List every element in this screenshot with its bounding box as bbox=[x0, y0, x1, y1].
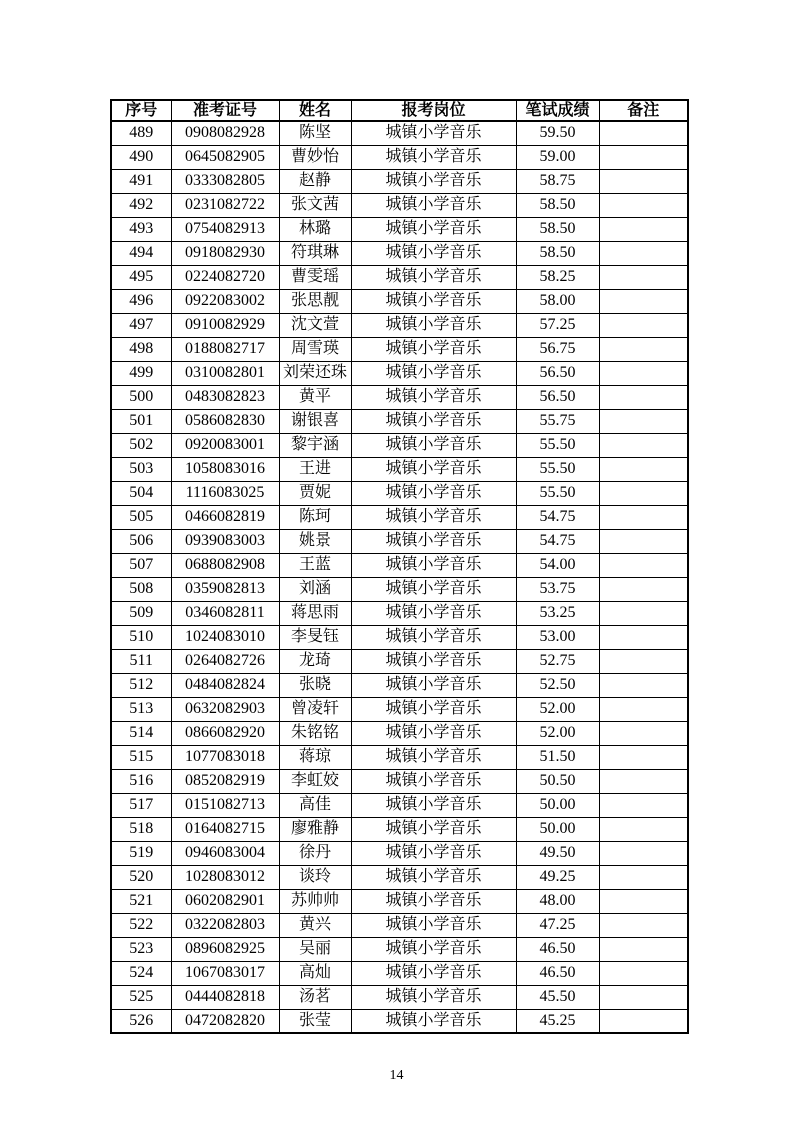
cell-score: 50.50 bbox=[516, 769, 599, 793]
cell-name: 汤茗 bbox=[279, 985, 351, 1009]
cell-name: 李虹姣 bbox=[279, 769, 351, 793]
cell-remark bbox=[599, 481, 688, 505]
cell-remark bbox=[599, 265, 688, 289]
cell-score: 52.00 bbox=[516, 721, 599, 745]
cell-remark bbox=[599, 577, 688, 601]
cell-score: 49.50 bbox=[516, 841, 599, 865]
table-row bbox=[111, 673, 688, 697]
table-row bbox=[111, 169, 688, 193]
cell-ticket-number: 0586082830 bbox=[171, 409, 279, 433]
cell-position: 城镇小学音乐 bbox=[351, 625, 516, 649]
cell-index: 489 bbox=[111, 121, 171, 145]
table-row bbox=[111, 625, 688, 649]
cell-score: 49.25 bbox=[516, 865, 599, 889]
cell-position: 城镇小学音乐 bbox=[351, 961, 516, 985]
cell-remark bbox=[599, 169, 688, 193]
table-header bbox=[111, 100, 688, 121]
score-table bbox=[110, 99, 689, 1034]
cell-score: 58.00 bbox=[516, 289, 599, 313]
cell-ticket-number: 0852082919 bbox=[171, 769, 279, 793]
cell-position: 城镇小学音乐 bbox=[351, 265, 516, 289]
cell-score: 57.25 bbox=[516, 313, 599, 337]
cell-name: 廖雅静 bbox=[279, 817, 351, 841]
cell-score: 56.50 bbox=[516, 385, 599, 409]
cell-ticket-number: 0472082820 bbox=[171, 1009, 279, 1033]
table-row bbox=[111, 313, 688, 337]
table-row bbox=[111, 265, 688, 289]
cell-ticket-number: 0920083001 bbox=[171, 433, 279, 457]
cell-score: 54.00 bbox=[516, 553, 599, 577]
cell-position: 城镇小学音乐 bbox=[351, 649, 516, 673]
table-row bbox=[111, 481, 688, 505]
table-row bbox=[111, 577, 688, 601]
cell-position: 城镇小学音乐 bbox=[351, 385, 516, 409]
cell-index: 507 bbox=[111, 553, 171, 577]
cell-remark bbox=[599, 961, 688, 985]
cell-remark bbox=[599, 721, 688, 745]
cell-index: 519 bbox=[111, 841, 171, 865]
cell-remark bbox=[599, 601, 688, 625]
table-row bbox=[111, 217, 688, 241]
cell-remark bbox=[599, 817, 688, 841]
header-name: 姓名 bbox=[279, 100, 351, 121]
cell-position: 城镇小学音乐 bbox=[351, 985, 516, 1009]
cell-ticket-number: 0164082715 bbox=[171, 817, 279, 841]
cell-score: 58.25 bbox=[516, 265, 599, 289]
cell-remark bbox=[599, 937, 688, 961]
cell-index: 495 bbox=[111, 265, 171, 289]
cell-ticket-number: 0484082824 bbox=[171, 673, 279, 697]
cell-score: 53.25 bbox=[516, 601, 599, 625]
table-row bbox=[111, 697, 688, 721]
cell-name: 王进 bbox=[279, 457, 351, 481]
cell-ticket-number: 0151082713 bbox=[171, 793, 279, 817]
cell-name: 张文茜 bbox=[279, 193, 351, 217]
cell-position: 城镇小学音乐 bbox=[351, 457, 516, 481]
table-row bbox=[111, 457, 688, 481]
cell-name: 吴丽 bbox=[279, 937, 351, 961]
table-row bbox=[111, 865, 688, 889]
cell-name: 徐丹 bbox=[279, 841, 351, 865]
cell-name: 姚景 bbox=[279, 529, 351, 553]
cell-index: 497 bbox=[111, 313, 171, 337]
cell-ticket-number: 0908082928 bbox=[171, 121, 279, 145]
cell-index: 502 bbox=[111, 433, 171, 457]
cell-ticket-number: 0896082925 bbox=[171, 937, 279, 961]
cell-position: 城镇小学音乐 bbox=[351, 601, 516, 625]
cell-position: 城镇小学音乐 bbox=[351, 745, 516, 769]
cell-ticket-number: 0359082813 bbox=[171, 577, 279, 601]
cell-score: 45.25 bbox=[516, 1009, 599, 1033]
cell-index: 509 bbox=[111, 601, 171, 625]
cell-position: 城镇小学音乐 bbox=[351, 721, 516, 745]
table-row bbox=[111, 145, 688, 169]
cell-score: 58.50 bbox=[516, 193, 599, 217]
cell-score: 53.00 bbox=[516, 625, 599, 649]
table-row bbox=[111, 769, 688, 793]
cell-score: 52.00 bbox=[516, 697, 599, 721]
cell-name: 朱铭铭 bbox=[279, 721, 351, 745]
table-row bbox=[111, 241, 688, 265]
cell-index: 523 bbox=[111, 937, 171, 961]
cell-name: 苏帅帅 bbox=[279, 889, 351, 913]
table-row bbox=[111, 913, 688, 937]
cell-index: 505 bbox=[111, 505, 171, 529]
cell-score: 50.00 bbox=[516, 817, 599, 841]
cell-ticket-number: 1077083018 bbox=[171, 745, 279, 769]
cell-remark bbox=[599, 361, 688, 385]
cell-remark bbox=[599, 553, 688, 577]
cell-position: 城镇小学音乐 bbox=[351, 529, 516, 553]
cell-remark bbox=[599, 289, 688, 313]
cell-name: 林璐 bbox=[279, 217, 351, 241]
cell-index: 490 bbox=[111, 145, 171, 169]
cell-ticket-number: 0346082811 bbox=[171, 601, 279, 625]
cell-name: 赵静 bbox=[279, 169, 351, 193]
cell-ticket-number: 0466082819 bbox=[171, 505, 279, 529]
cell-remark bbox=[599, 745, 688, 769]
cell-score: 59.50 bbox=[516, 121, 599, 145]
cell-ticket-number: 0602082901 bbox=[171, 889, 279, 913]
cell-score: 59.00 bbox=[516, 145, 599, 169]
cell-position: 城镇小学音乐 bbox=[351, 841, 516, 865]
cell-index: 513 bbox=[111, 697, 171, 721]
cell-index: 508 bbox=[111, 577, 171, 601]
cell-index: 515 bbox=[111, 745, 171, 769]
cell-position: 城镇小学音乐 bbox=[351, 673, 516, 697]
cell-name: 黄平 bbox=[279, 385, 351, 409]
cell-remark bbox=[599, 313, 688, 337]
cell-position: 城镇小学音乐 bbox=[351, 817, 516, 841]
cell-ticket-number: 0333082805 bbox=[171, 169, 279, 193]
cell-index: 514 bbox=[111, 721, 171, 745]
cell-score: 54.75 bbox=[516, 505, 599, 529]
cell-ticket-number: 0264082726 bbox=[171, 649, 279, 673]
table-row bbox=[111, 553, 688, 577]
cell-name: 张莹 bbox=[279, 1009, 351, 1033]
cell-score: 50.00 bbox=[516, 793, 599, 817]
cell-ticket-number: 0939083003 bbox=[171, 529, 279, 553]
table-row bbox=[111, 193, 688, 217]
cell-name: 蒋琼 bbox=[279, 745, 351, 769]
cell-index: 524 bbox=[111, 961, 171, 985]
cell-position: 城镇小学音乐 bbox=[351, 361, 516, 385]
table-row bbox=[111, 721, 688, 745]
cell-name: 曹妙怡 bbox=[279, 145, 351, 169]
cell-index: 518 bbox=[111, 817, 171, 841]
cell-remark bbox=[599, 793, 688, 817]
cell-index: 520 bbox=[111, 865, 171, 889]
cell-name: 曾凌轩 bbox=[279, 697, 351, 721]
cell-index: 516 bbox=[111, 769, 171, 793]
cell-name: 黄兴 bbox=[279, 913, 351, 937]
cell-ticket-number: 1024083010 bbox=[171, 625, 279, 649]
cell-ticket-number: 0231082722 bbox=[171, 193, 279, 217]
cell-ticket-number: 1116083025 bbox=[171, 481, 279, 505]
cell-index: 506 bbox=[111, 529, 171, 553]
cell-score: 58.75 bbox=[516, 169, 599, 193]
cell-remark bbox=[599, 409, 688, 433]
cell-remark bbox=[599, 625, 688, 649]
cell-name: 蒋思雨 bbox=[279, 601, 351, 625]
header-ticket: 准考证号 bbox=[171, 100, 279, 121]
header-index: 序号 bbox=[111, 100, 171, 121]
cell-position: 城镇小学音乐 bbox=[351, 145, 516, 169]
cell-score: 48.00 bbox=[516, 889, 599, 913]
cell-name: 周雪瑛 bbox=[279, 337, 351, 361]
cell-score: 47.25 bbox=[516, 913, 599, 937]
cell-index: 491 bbox=[111, 169, 171, 193]
cell-ticket-number: 0922083002 bbox=[171, 289, 279, 313]
cell-remark bbox=[599, 121, 688, 145]
cell-score: 58.50 bbox=[516, 241, 599, 265]
cell-name: 贾妮 bbox=[279, 481, 351, 505]
cell-ticket-number: 0910082929 bbox=[171, 313, 279, 337]
table-row bbox=[111, 505, 688, 529]
cell-name: 沈文萱 bbox=[279, 313, 351, 337]
cell-name: 谈玲 bbox=[279, 865, 351, 889]
cell-name: 曹雯瑶 bbox=[279, 265, 351, 289]
table-row bbox=[111, 601, 688, 625]
cell-name: 刘荣还珠 bbox=[279, 361, 351, 385]
cell-index: 496 bbox=[111, 289, 171, 313]
cell-remark bbox=[599, 529, 688, 553]
cell-name: 谢银喜 bbox=[279, 409, 351, 433]
cell-score: 55.50 bbox=[516, 481, 599, 505]
table-row bbox=[111, 433, 688, 457]
cell-position: 城镇小学音乐 bbox=[351, 769, 516, 793]
table-row bbox=[111, 409, 688, 433]
cell-index: 522 bbox=[111, 913, 171, 937]
cell-ticket-number: 1067083017 bbox=[171, 961, 279, 985]
cell-index: 526 bbox=[111, 1009, 171, 1033]
cell-remark bbox=[599, 385, 688, 409]
cell-score: 54.75 bbox=[516, 529, 599, 553]
cell-index: 517 bbox=[111, 793, 171, 817]
table-row bbox=[111, 649, 688, 673]
cell-ticket-number: 0918082930 bbox=[171, 241, 279, 265]
cell-ticket-number: 0688082908 bbox=[171, 553, 279, 577]
cell-remark bbox=[599, 337, 688, 361]
cell-remark bbox=[599, 841, 688, 865]
cell-remark bbox=[599, 457, 688, 481]
cell-position: 城镇小学音乐 bbox=[351, 793, 516, 817]
cell-remark bbox=[599, 889, 688, 913]
cell-index: 492 bbox=[111, 193, 171, 217]
cell-score: 56.75 bbox=[516, 337, 599, 361]
cell-remark bbox=[599, 649, 688, 673]
cell-name: 张思靓 bbox=[279, 289, 351, 313]
cell-position: 城镇小学音乐 bbox=[351, 409, 516, 433]
cell-score: 55.50 bbox=[516, 433, 599, 457]
cell-ticket-number: 0310082801 bbox=[171, 361, 279, 385]
cell-score: 46.50 bbox=[516, 961, 599, 985]
cell-index: 501 bbox=[111, 409, 171, 433]
cell-name: 陈坚 bbox=[279, 121, 351, 145]
cell-remark bbox=[599, 865, 688, 889]
cell-position: 城镇小学音乐 bbox=[351, 241, 516, 265]
cell-position: 城镇小学音乐 bbox=[351, 937, 516, 961]
table-row bbox=[111, 937, 688, 961]
cell-position: 城镇小学音乐 bbox=[351, 481, 516, 505]
cell-position: 城镇小学音乐 bbox=[351, 217, 516, 241]
cell-index: 499 bbox=[111, 361, 171, 385]
cell-remark bbox=[599, 913, 688, 937]
cell-position: 城镇小学音乐 bbox=[351, 1009, 516, 1033]
cell-position: 城镇小学音乐 bbox=[351, 337, 516, 361]
cell-ticket-number: 0188082717 bbox=[171, 337, 279, 361]
table-row bbox=[111, 385, 688, 409]
cell-remark bbox=[599, 505, 688, 529]
table-row bbox=[111, 793, 688, 817]
cell-name: 刘涵 bbox=[279, 577, 351, 601]
cell-name: 高佳 bbox=[279, 793, 351, 817]
cell-score: 52.75 bbox=[516, 649, 599, 673]
table-row bbox=[111, 841, 688, 865]
table-row bbox=[111, 817, 688, 841]
cell-remark bbox=[599, 145, 688, 169]
table-row bbox=[111, 121, 688, 145]
cell-remark bbox=[599, 673, 688, 697]
cell-index: 498 bbox=[111, 337, 171, 361]
cell-index: 511 bbox=[111, 649, 171, 673]
table-row bbox=[111, 1009, 688, 1033]
table-row bbox=[111, 961, 688, 985]
cell-ticket-number: 0224082720 bbox=[171, 265, 279, 289]
cell-ticket-number: 0866082920 bbox=[171, 721, 279, 745]
cell-position: 城镇小学音乐 bbox=[351, 121, 516, 145]
cell-ticket-number: 0444082818 bbox=[171, 985, 279, 1009]
cell-remark bbox=[599, 985, 688, 1009]
cell-index: 521 bbox=[111, 889, 171, 913]
cell-score: 51.50 bbox=[516, 745, 599, 769]
cell-score: 52.50 bbox=[516, 673, 599, 697]
cell-name: 龙琦 bbox=[279, 649, 351, 673]
cell-name: 李旻钰 bbox=[279, 625, 351, 649]
cell-score: 45.50 bbox=[516, 985, 599, 1009]
header-row bbox=[111, 100, 688, 121]
cell-position: 城镇小学音乐 bbox=[351, 193, 516, 217]
cell-remark bbox=[599, 433, 688, 457]
cell-name: 符琪琳 bbox=[279, 241, 351, 265]
cell-remark bbox=[599, 193, 688, 217]
cell-name: 黎宇涵 bbox=[279, 433, 351, 457]
cell-remark bbox=[599, 697, 688, 721]
cell-position: 城镇小学音乐 bbox=[351, 889, 516, 913]
cell-score: 56.50 bbox=[516, 361, 599, 385]
cell-ticket-number: 0946083004 bbox=[171, 841, 279, 865]
cell-index: 512 bbox=[111, 673, 171, 697]
cell-score: 46.50 bbox=[516, 937, 599, 961]
cell-name: 陈珂 bbox=[279, 505, 351, 529]
table-row bbox=[111, 745, 688, 769]
cell-ticket-number: 0483082823 bbox=[171, 385, 279, 409]
cell-score: 55.75 bbox=[516, 409, 599, 433]
table-row bbox=[111, 889, 688, 913]
cell-remark bbox=[599, 1009, 688, 1033]
cell-remark bbox=[599, 217, 688, 241]
header-position: 报考岗位 bbox=[351, 100, 516, 121]
cell-position: 城镇小学音乐 bbox=[351, 697, 516, 721]
cell-position: 城镇小学音乐 bbox=[351, 169, 516, 193]
cell-position: 城镇小学音乐 bbox=[351, 553, 516, 577]
cell-ticket-number: 0645082905 bbox=[171, 145, 279, 169]
cell-index: 504 bbox=[111, 481, 171, 505]
cell-index: 500 bbox=[111, 385, 171, 409]
table-row bbox=[111, 337, 688, 361]
cell-position: 城镇小学音乐 bbox=[351, 913, 516, 937]
header-remark: 备注 bbox=[599, 100, 688, 121]
cell-ticket-number: 0322082803 bbox=[171, 913, 279, 937]
table-body bbox=[111, 121, 688, 1033]
cell-name: 张晓 bbox=[279, 673, 351, 697]
cell-index: 525 bbox=[111, 985, 171, 1009]
cell-position: 城镇小学音乐 bbox=[351, 577, 516, 601]
header-score: 笔试成绩 bbox=[516, 100, 599, 121]
cell-position: 城镇小学音乐 bbox=[351, 289, 516, 313]
cell-score: 58.50 bbox=[516, 217, 599, 241]
cell-index: 503 bbox=[111, 457, 171, 481]
cell-position: 城镇小学音乐 bbox=[351, 865, 516, 889]
cell-index: 510 bbox=[111, 625, 171, 649]
cell-index: 493 bbox=[111, 217, 171, 241]
page-number: 14 bbox=[389, 1068, 404, 1083]
cell-name: 高灿 bbox=[279, 961, 351, 985]
cell-remark bbox=[599, 769, 688, 793]
cell-remark bbox=[599, 241, 688, 265]
cell-ticket-number: 1058083016 bbox=[171, 457, 279, 481]
table-row bbox=[111, 289, 688, 313]
cell-name: 王蓝 bbox=[279, 553, 351, 577]
cell-ticket-number: 0632082903 bbox=[171, 697, 279, 721]
cell-ticket-number: 0754082913 bbox=[171, 217, 279, 241]
cell-position: 城镇小学音乐 bbox=[351, 505, 516, 529]
cell-score: 53.75 bbox=[516, 577, 599, 601]
cell-ticket-number: 1028083012 bbox=[171, 865, 279, 889]
table-row bbox=[111, 985, 688, 1009]
cell-position: 城镇小学音乐 bbox=[351, 313, 516, 337]
cell-score: 55.50 bbox=[516, 457, 599, 481]
cell-index: 494 bbox=[111, 241, 171, 265]
cell-position: 城镇小学音乐 bbox=[351, 433, 516, 457]
table-row bbox=[111, 361, 688, 385]
table-row bbox=[111, 529, 688, 553]
